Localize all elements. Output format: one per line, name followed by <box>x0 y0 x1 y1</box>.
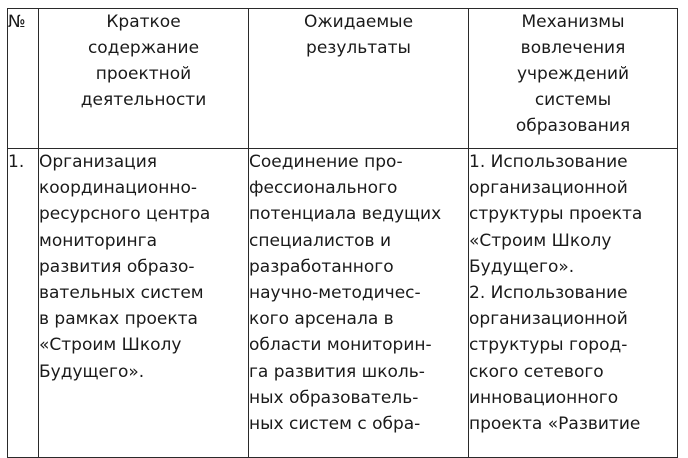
header-mechanisms-line: учреждений <box>516 64 630 84</box>
mechanisms-line: 2. Использование <box>469 283 628 304</box>
header-summary-line: проектной <box>95 64 192 84</box>
header-mechanisms-line: Механизмы <box>521 12 625 32</box>
mechanisms-line: инновационного <box>469 387 619 408</box>
mechanisms-line: 1. Использование <box>469 152 628 172</box>
results-line: разработанного <box>249 256 394 277</box>
header-summary-line: содержание <box>87 38 200 58</box>
mechanisms-line: «Строим Школу <box>469 230 612 251</box>
results-line: области мониторин- <box>249 335 432 356</box>
results-line: кого арсенала в <box>249 309 394 330</box>
header-results-line: результаты <box>306 38 411 58</box>
header-results <box>249 9 469 149</box>
project-table <box>7 8 678 458</box>
results-line: фессионального <box>249 178 398 199</box>
summary-line: в рамках проекта <box>39 309 198 330</box>
results-line: га развития школь- <box>249 361 425 382</box>
results-line: ных систем с обра- <box>249 414 421 435</box>
results-line: научно-методичес- <box>249 283 421 304</box>
summary-line: Организация <box>39 152 157 172</box>
header-mechanisms-line: образования <box>515 116 631 136</box>
mechanisms-line: организационной <box>469 178 628 199</box>
mechanisms-line: проекта «Развитие <box>469 414 641 435</box>
mechanisms-line: организационной <box>469 309 628 330</box>
row-summary <box>39 149 249 458</box>
header-results-line: Ожидаемые <box>303 12 414 32</box>
header-mechanisms-line: системы <box>534 90 612 110</box>
summary-line: вательных систем <box>39 283 204 304</box>
header-row <box>8 9 678 149</box>
row-number: 1. <box>8 149 39 458</box>
mechanisms-line: Будущего». <box>469 256 575 277</box>
header-summary-line: Краткое <box>106 12 181 32</box>
summary-line: развития образо- <box>39 256 195 277</box>
header-summary <box>39 9 249 149</box>
mechanisms-line: структуры город- <box>469 335 628 356</box>
row-results <box>249 149 469 458</box>
summary-line: координационно- <box>39 178 197 199</box>
header-number: № <box>8 9 39 149</box>
header-summary-line: деятельности <box>80 90 207 110</box>
header-mechanisms-line: вовлечения <box>520 38 626 58</box>
summary-line: Будущего». <box>39 361 145 382</box>
summary-line: «Строим Школу <box>39 335 182 356</box>
table-row <box>8 149 678 458</box>
header-mechanisms <box>469 9 678 149</box>
row-mechanisms <box>469 149 678 458</box>
results-line: ных образователь- <box>249 387 419 408</box>
results-line: Соединение про- <box>249 152 403 172</box>
results-line: потенциала ведущих <box>249 204 442 225</box>
results-line: специалистов и <box>249 230 391 251</box>
mechanisms-line: структуры проекта <box>469 204 643 225</box>
mechanisms-line: ского сетевого <box>469 361 604 382</box>
summary-line: ресурсного центра <box>39 204 211 225</box>
summary-line: мониторинга <box>39 230 157 251</box>
